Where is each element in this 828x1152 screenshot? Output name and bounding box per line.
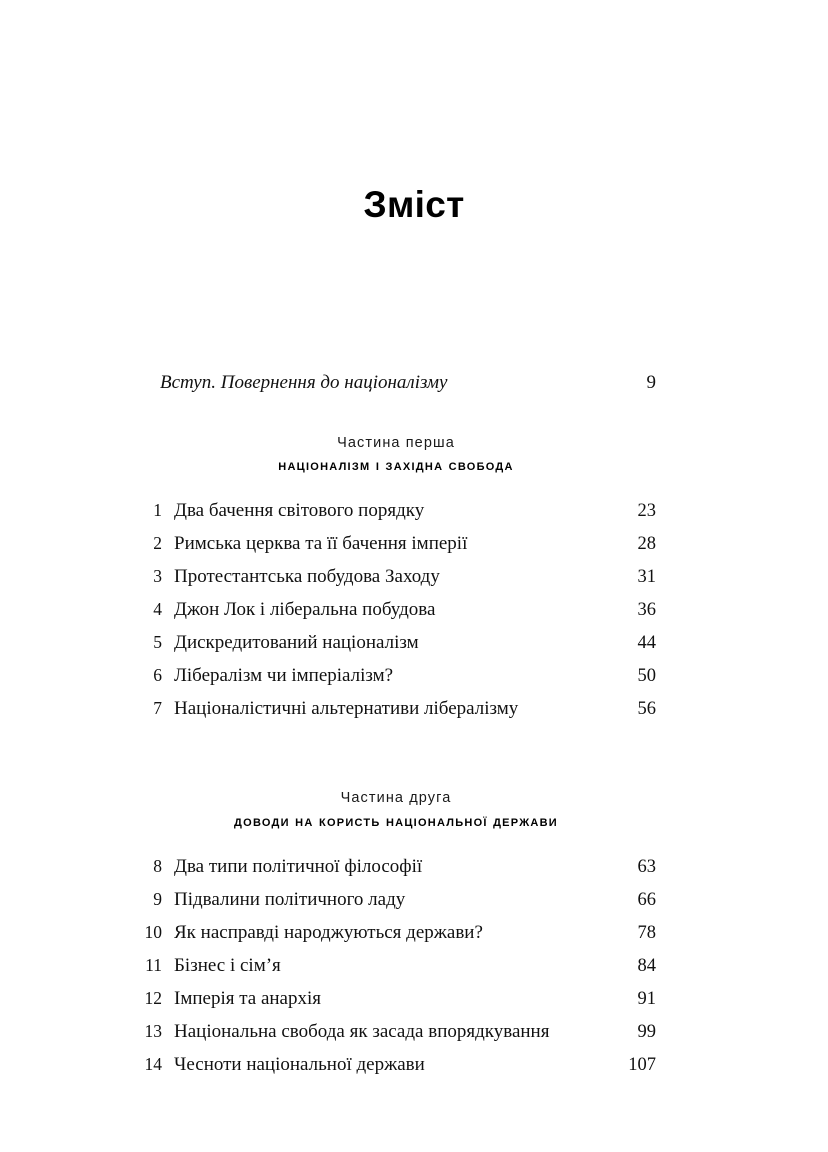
toc-entry-page: 44	[637, 633, 656, 654]
page-title: Зміст	[363, 183, 465, 225]
part-heading	[136, 787, 656, 833]
toc-entry[interactable]	[136, 856, 656, 889]
toc-entry-intro-page: 9	[646, 372, 656, 393]
toc-entry-number: 7	[153, 698, 162, 719]
toc-entry-page: 78	[637, 922, 656, 943]
toc-entry-label: Два типи політичної філософії	[174, 855, 423, 877]
toc-entry-page: 84	[637, 955, 656, 976]
toc-entry-page: 107	[628, 1054, 656, 1075]
dot-leader	[436, 512, 606, 522]
toc-entry-number: 1	[153, 500, 162, 521]
toc-entry-label: Два бачення світового порядку	[174, 500, 425, 522]
toc-entry-label: Націоналістичні альтернативи лібералізму	[174, 698, 519, 720]
part-name: доводи на користь національної держави	[234, 812, 558, 830]
toc-entry-label: Як насправді народжуються держави?	[174, 921, 483, 943]
toc-entry[interactable]	[136, 698, 656, 731]
toc-parts	[136, 432, 656, 1087]
toc-entry[interactable]	[136, 988, 656, 1021]
dot-leader	[437, 1065, 606, 1075]
toc-entry-page: 91	[637, 988, 656, 1009]
toc-entry-number: 13	[144, 1020, 162, 1041]
part-name: націоналізм і західна свобода	[278, 457, 514, 475]
dot-leader	[495, 933, 606, 943]
toc-entry-label: Джон Лок і ліберальна побудова	[174, 599, 436, 621]
toc-entry-intro-label: Вступ. Повернення до націоналізму	[160, 372, 448, 393]
toc-entry[interactable]	[136, 500, 656, 533]
toc-entry-page: 31	[637, 567, 656, 588]
part-kicker: Частина перша	[337, 435, 455, 451]
toc-entry-page: 23	[637, 501, 656, 522]
dot-leader	[561, 1032, 606, 1042]
toc-entry-label: Імперія та анархія	[174, 987, 321, 1009]
toc-entry-label: Дискредитований націоналізм	[174, 632, 419, 654]
toc-entry-number: 14	[144, 1053, 162, 1074]
toc-entry[interactable]	[136, 1021, 656, 1054]
dot-leader	[333, 999, 606, 1009]
toc-entry-label: Підвалини політичного ладу	[174, 888, 406, 910]
part-heading	[136, 432, 656, 478]
toc-entry-number: 9	[153, 888, 162, 909]
toc-entry[interactable]	[136, 533, 656, 566]
dot-leader	[459, 378, 608, 388]
dot-leader	[405, 677, 606, 687]
toc-entry-label: Бізнес і сім’я	[174, 954, 281, 976]
toc-entry-page: 63	[637, 856, 656, 877]
part-kicker: Частина друга	[340, 790, 452, 807]
toc-entry-number: 11	[145, 954, 162, 975]
toc-entry-page: 50	[637, 666, 656, 687]
toc-entry-page: 56	[637, 699, 656, 720]
toc-entry[interactable]	[136, 632, 656, 665]
toc-entry-number: 12	[144, 987, 162, 1008]
toc-entry[interactable]	[136, 955, 656, 988]
toc-entry-page: 36	[637, 600, 656, 621]
toc-entry-number: 10	[144, 921, 162, 942]
toc-entry[interactable]	[136, 1054, 656, 1087]
dot-leader	[452, 578, 606, 588]
toc-entry-page: 99	[637, 1021, 656, 1042]
toc-entry-label: Протестантська побудова Заходу	[174, 566, 440, 588]
toc-entry[interactable]	[136, 665, 656, 698]
toc-entry-label: Національна свобода як засада впорядкування	[174, 1020, 550, 1042]
toc-entry-number: 5	[153, 632, 162, 653]
toc-entry-label: Лібералізм чи імперіалізм?	[174, 665, 394, 687]
toc-entry-intro[interactable]	[136, 372, 656, 394]
toc-entry-label: Чесноти національної держави	[174, 1053, 425, 1075]
toc-entry-label: Римська церква та її бачення імперії	[174, 533, 468, 555]
dot-leader	[293, 966, 606, 976]
dot-leader	[530, 710, 606, 720]
toc-entry-number: 8	[153, 855, 162, 876]
toc-entry-number: 3	[153, 566, 162, 587]
toc-content	[136, 372, 656, 1087]
toc-entry-page: 66	[637, 889, 656, 910]
dot-leader	[447, 611, 606, 621]
toc-entry-number: 2	[153, 533, 162, 554]
toc-entry[interactable]	[136, 922, 656, 955]
toc-entry-number: 4	[153, 599, 162, 620]
toc-entry[interactable]	[136, 566, 656, 599]
toc-entry[interactable]	[136, 889, 656, 922]
toc-entry-page: 28	[637, 534, 656, 555]
toc-entry[interactable]	[136, 599, 656, 632]
toc-entry-number: 6	[153, 665, 162, 686]
dot-leader	[434, 867, 606, 877]
dot-leader	[417, 900, 606, 910]
dot-leader	[431, 644, 606, 654]
dot-leader	[479, 545, 606, 555]
